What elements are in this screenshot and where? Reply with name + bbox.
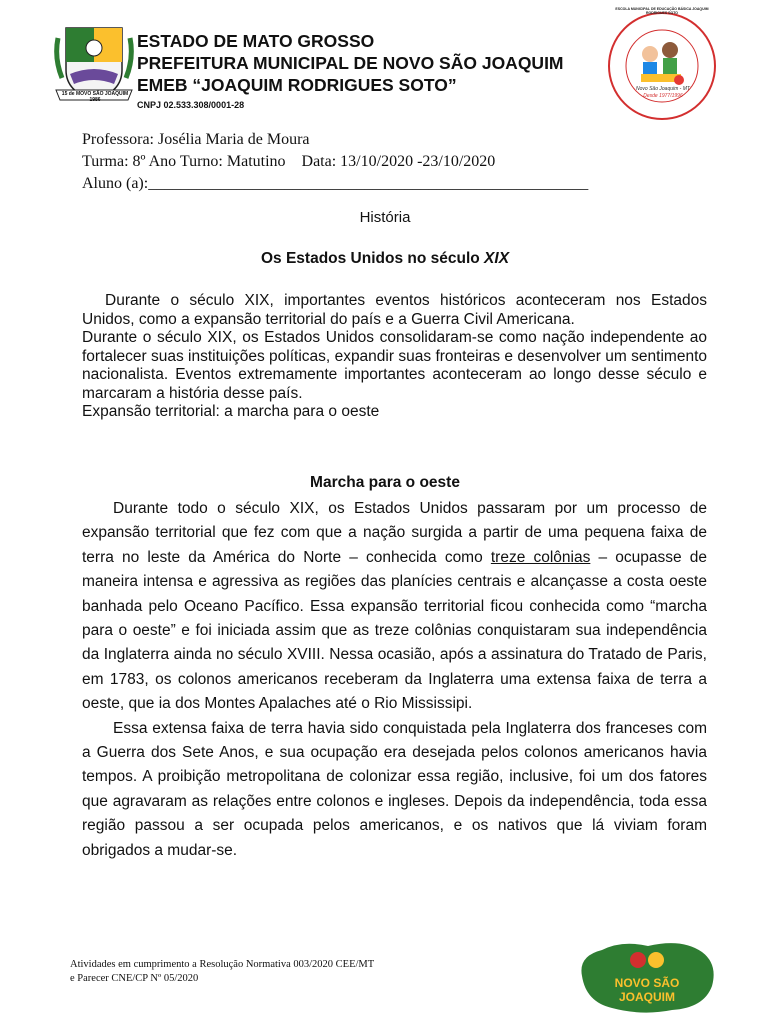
intro-section bbox=[82, 292, 707, 422]
teacher-line: Professora: Josélia Maria de Moura bbox=[82, 131, 310, 148]
header-prefecture: PREFEITURA MUNICIPAL DE NOVO SÃO JOAQUIM bbox=[137, 53, 564, 73]
intro-paragraph-3: Expansão territorial: a marcha para o oeste bbox=[82, 403, 380, 420]
body-p1-end: – ocupasse de maneira intensa e agressiva as regiões das planícies centrais e alcançasse a costa oeste banhada pelo Oceano Pacífico. Essa expansão territorial ficou conhecida como “marcha para o oeste” e foi iniciada assim que as treze colônias conquistaram sua independência da Inglaterra ainda no século XVIII. Nessa ocasião, após a assinatura do Tratado de Paris, em 1783, os colonos americanos receberam da Inglaterra uma extensa faixa de terra a oeste, que ia dos Montes Apalaches até o Rio Mississipi. bbox=[82, 548, 708, 713]
left-logo-banner-text: 15 de MOVO SÃO JOAQUIM 1986 bbox=[61, 91, 129, 103]
class-line: Turma: 8º Ano Turno: Matutino Data: 13/10/2020 -23/10/2020 bbox=[82, 153, 496, 170]
treze-colonias-link[interactable]: treze colônias bbox=[490, 548, 591, 566]
subject-heading: História bbox=[359, 209, 411, 226]
header-cnpj: CNPJ 02.533.308/0001-28 bbox=[137, 100, 245, 110]
footer-note bbox=[70, 958, 374, 986]
intro-paragraph-2: Durante o século XIX, os Estados Unidos consolidaram-se como nação independente ao fortalecer suas instituições políticas, expandir suas fronteiras e desenvolver um sentimento nacionalista. Eventos extremamente importantes aconteceram ao longo desse século e marcaram a história desse país. bbox=[82, 329, 707, 402]
student-info bbox=[82, 129, 588, 195]
body-paragraph-2: Essa extensa faixa de terra havia sido conquistada pela Inglaterra dos franceses com a Guerra dos Sete Anos, e sua ocupação era desejada pelos colonos americanos havia tempos. A proibição metropolitana de colonizar essa região, inclusive, foi um dos fatores que agravaram as relações entre colonos e ingleses. Depois da independência, toda essa região passou a ser ocupada pelos americanos, e os nativos que lá viviam foram obrigados a mudar-se. bbox=[82, 719, 707, 859]
student-line: Aluno (a):_______________________________________________________ bbox=[82, 175, 589, 192]
header-state: ESTADO DE MATO GROSSO bbox=[137, 31, 375, 51]
body-p1-start: Durante todo o século XIX, os Estados Unidos passaram por um processo de expansão territorial que fez com que a nação surgida a partir de uma pequena faixa de terra no leste da América do Norte – conhecida como bbox=[82, 500, 707, 566]
school-seal-ring-text: ESCOLA MUNICIPAL DE EDUCAÇÃO BÁSICA JOAQUIM RODRIGUES SOTO bbox=[615, 7, 709, 15]
section-subtitle: Marcha para o oeste bbox=[310, 474, 460, 491]
school-seal-subtext-2: Desde 1977/1996 bbox=[643, 93, 683, 99]
school-seal-subtext-1: Novo São Joaquim - MT bbox=[636, 86, 690, 92]
footer-logo-text: NOVO SÃO JOAQUIM bbox=[614, 976, 680, 1004]
school-seal-logo bbox=[607, 10, 717, 122]
title-text: Os Estados Unidos no século bbox=[260, 250, 485, 267]
header-institution bbox=[137, 30, 564, 111]
footer-line-1: Atividades em cumprimento a Resolução Normativa 003/2020 CEE/MT bbox=[70, 959, 375, 970]
page-title bbox=[0, 250, 770, 268]
intro-paragraph-1: Durante o século XIX, importantes eventos históricos aconteceram nos Estados Unidos, como a expansão territorial do país e a Guerra Civil Americana. bbox=[82, 292, 707, 328]
footer-line-2: e Parecer CNE/CP Nº 05/2020 bbox=[70, 973, 199, 984]
body-section bbox=[82, 497, 707, 863]
body-paragraph-1 bbox=[82, 497, 707, 717]
title-italic: XIX bbox=[484, 250, 510, 267]
header-school: EMEB “JOAQUIM RODRIGUES SOTO” bbox=[137, 75, 457, 95]
